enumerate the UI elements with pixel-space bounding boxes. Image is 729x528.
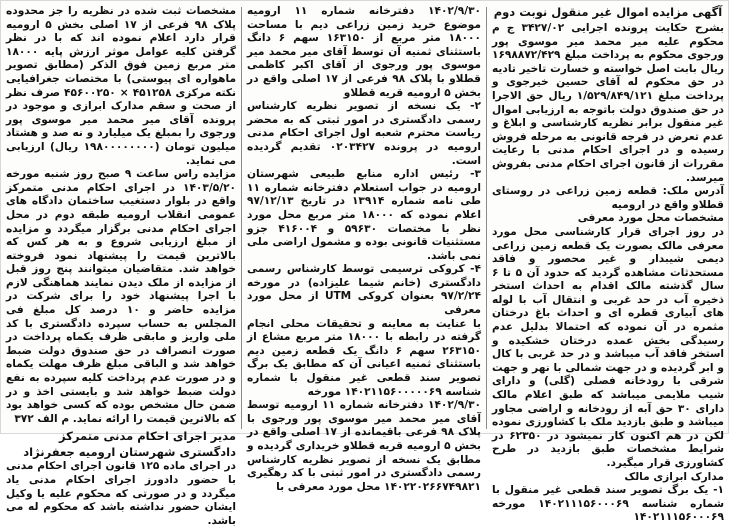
paragraph: مشخصات محل مورد معرفی: [577, 212, 724, 225]
paragraph: ۴- کروکی ترسیمی توسط کارشناس رسمی دادگستری (خانم شیما علیزاده) در مورخه ۹۷/۲/۲۴ بعنوان کروکی UTM از محل مورد معرفی: [247, 263, 481, 317]
paragraph: مدارک ابرازی مالک: [624, 470, 724, 483]
paragraph: ۱۴۰۲/۹/۳۰ دفترخانه شماره ۱۱ ارومیه توسط آقای میر محمد میر موسوی پور ورجوی با پلاک ۹۸ فرعی باقیمانده از ۱۷ اصلی واقع در بخش ۵ ارومیه قریه قطلاو خریداری گردیده و مطابق یک نسخه از تصویر نظریه کارشناس رسمی دادگستری در امور ثبتی با کد رهگیری ۱۴۰۲۲۰۲۶۶۷۴۹۸۲۱ محل مورد معرفی با: [247, 399, 481, 493]
paragraph: ۱۴۰۲/۹/۳۰ دفترخانه شماره ۱۱ ارومیه موضوع خرید زمین زراعی دیم با مساحت ۱۸۰۰۰ متر مربع از ۱۶۳۱۵۰ سهم ۶ دانگ باستثنای ثمنیه آن توسط آقای میر محمد میر موسوی پور ورجوی از آقای اکبر کاظمی قطلاو با پلاک ۹۸ فرعی از ۱۷ اصلی واقع در بخش ۵ ارومیه قریه قطلاو: [247, 5, 482, 99]
notice-title: آگهی مزایده اموال غیر منقول نوبت دوم: [493, 5, 723, 19]
notice-column-left: [3, 5, 239, 527]
column-divider: [241, 7, 242, 429]
paragraph: با عنایت به معاینه و تحقیقات محلی انجام گرفته در رابطه با ۱۸۰۰۰ متر مربع مشاع از ۲۶۳۱۵۰ سهم ۶ دانگ یک قطعه زمین دیم باستثنای ثمنیه اعیانی آن که مطابق یک برگ تصویر سند قطعی غیر منقول با شماره شناسه ۱۴۰۲۱۱۵۶۰۰۰۰۰۶۹ مورخه: [247, 317, 481, 398]
paragraph: بشرح حکایت پرونده اجرایی ۳۴۲۷/۰۲ ج م محکوم علیه میر محمد میر موسوی پور ورجوی محکوم به پرداخت مبلغ ۱۶۹۸۸۷۲/۴۲۹ ریال بابت اصل خواسته و خسارت تاخیر تادیه در حق محکوم له آقای حسین خیرجوی و پرداخت مبلغ ۱/۵۲۹/۸۴۹/۱۲۱ ریال حق الاجرا در حق صندوق دولت باتوجه به ارزیابی اموال غیر منقول برابر نظریه کارشناسی و ابلاغ و عدم تعرض در فرجه قانونی به مرحله فروش رسیده و در اجرای احکام مدنی با رعایت مقررات از قانون اجرای احکام مدنی بفروش میرسد.: [492, 22, 724, 184]
paragraph: ۲- یک نسخه از تصویر نظریه کارشناس رسمی دادگستری در امور ثبتی که به محضر ریاست محترم شعبه اول اجرای احکام مدنی ارومیه در پرونده ۰۲۰۳۴۲۷ تقدیم گردیده است.: [247, 100, 482, 167]
paragraph: در اجرای ماده ۱۲۵ قانون اجرای احکام مدنی با حضور دادورز اجرای احکام مدنی یاد میگردد و در صورتی که محکوم علیه یا وکیل ایشان حضور نداشته باشد که محکوم له می باشد.: [6, 460, 236, 527]
paragraph: مشخصات ثبت شده در نظریه را جز محدوده پلاک ۹۸ فرعی از ۱۷ اصلی بخش ۵ ارومیه قرار دارد اعلام نموده اند که با در نظر گرفتن کلیه عوامل موثر ارزش پایه ۱۸۰۰۰ متر مربع زمین فوق الذکر (مطابق تصویر ماهواره ای پیوستی) با مختصات جغرافیایی نکته مرکزی ۴۵۱۲۵۸ × ۴۵۶۰۰۲۵۰ صرف نظر از صحت و سقم مدارک ابرازی و موجود در پرونده آقای میر محمد میر موسوی پور ورجوی را بمبلغ یک میلیارد و نه صد و هشتاد میلیون تومان (۱۹۸۰۰۰۰۰۰۰۰ ریال) ارزیابی می نماید.: [6, 5, 237, 167]
paragraph: ۱- یک برگ تصویر سند قطعی غیر منقول با شماره شناسه ۱۴۰۲۱۱۱۵۶۰۰۰۶۹ مورخه ۱۴۰۲۱۱۱۵۶۰۰۰۶۹: [492, 484, 724, 524]
signature-block: مدیر اجرای احکام مدنی متمرکز دادگستری شهرستان ارومیه جعفرنژاد: [23, 429, 236, 460]
column-divider: [486, 7, 487, 429]
notice-column-right: [489, 5, 727, 524]
paragraph: مزایده راس ساعت ۹ صبح روز شنبه مورخه ۱۴۰۳/۵/۲۰ در اجرای احکام مدنی متمرکز واقع در بلوار دستغیب ساختمان دادگاه های عمومی انقلاب ارومیه طبقه دوم در محل اجرای احکام مدنی برگزار میگردد و مزایده از مبلغ ارزیابی شروع و به هر کس که بالاترین قیمت را پیشنهاد نمود فروخته خواهد شد. متقاضیان میتوانند پنج روز قبل از مزایده از ملک دیدن نمایند هماهنگی لازم با اجرا پیشنهاد خود را برای شرکت در مزایده حاضر و ۱۰ درصد کل مبلغ فی المجلس به حساب سپرده دادگستری با کد ملی واریز و مابقی ظرف یکماه پرداخت در صورت انصراف در حق صندوق دولت ضبط خواهد شد و الباقی مبلغ ظرف مهلت یکماه و در صورت عدم پرداخت کلیه سپرده به نفع دولت ضبط خواهد شد و بایستی اخذ و در ضمن حال مشخص بوده که کسی خواهد بود که بالاترین قیمت را ارائه نماید. م الف ۳۷۲: [6, 168, 236, 425]
paragraph: آدرس ملک: قطعه زمین زراعی در روستای قطلاو واقع در ارومیه: [492, 185, 724, 211]
paragraph: در روز اجرای قرار کارشناسی محل مورد معرفی مالک بصورت یک قطعه زمین زراعی دیمی شیبدار و غیر محصور و فاقد مستحدثات مشاهده گردید که حدود آن ۵ تا ۶ سال گذشته مالک اقدام به احداث استخر ذخیره آب در حد غربی و انتقال آب با لوله های آبیاری قطره ای و احداث باغ درختان مثمره در آن نموده که احتمالا بدلیل عدم رسیدگی بخش عمده درختان خشکیده و استخر فاقد آب میباشد و در حد غربی با کال و ابر گردیده و در جهت شمالی با نهر و جهت شرقی با رودخانه فصلی (گلی) و دارای شیب ملایمی میباشد که طبق اعلام مالک دارای ۳۰ حق آبه از رودخانه و اراضی مجاور میباشد و طبق بازدید ملک با کشاورزی نموده لکن در هم اکنون کار نمیشود در ۶۲۳۵۰ در شرایط مشخصات طبق بازدید در طرح کشاورزی قرار میگیرد.: [492, 225, 725, 469]
paragraph: ۳- رئیس اداره منابع طبیعی شهرستان ارومیه در جواب استعلام دفترخانه شماره ۱۱ طی نامه شماره ۱۳۹۱۴ در تاریخ ۹۷/۱۲/۱۳ اعلام نموده که ۱۸۰۰۰ متر مربع محل مورد نظر با مختصات ۵۹۶۳۰ و ۴۱۶۰۰۴ جزو مستثنیات قانونی بوده و مشمول اراضی ملی نمی باشد.: [247, 168, 481, 262]
notice-column-middle: [244, 5, 484, 493]
